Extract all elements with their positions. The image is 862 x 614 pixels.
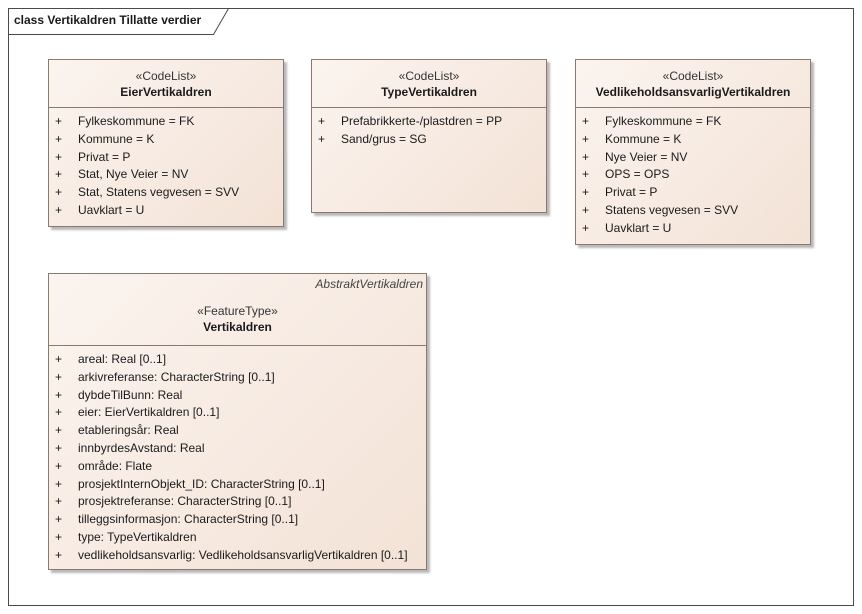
visibility-marker: + xyxy=(55,352,63,366)
attribute-text: Fylkeskommune = FK xyxy=(605,114,722,128)
visibility-marker: + xyxy=(582,202,590,217)
visibility-marker: + xyxy=(55,131,63,146)
visibility-marker: + xyxy=(318,114,326,128)
visibility-marker: + xyxy=(582,167,590,182)
class-attribute[interactable] xyxy=(49,547,426,565)
class-attribute[interactable] xyxy=(312,131,546,149)
attribute-text: tilleggsinformasjon: CharacterString [0..1] xyxy=(78,512,299,527)
attribute-text: OPS = OPS xyxy=(605,167,670,182)
class-header xyxy=(576,60,810,108)
attribute-text: Privat = P xyxy=(605,185,658,200)
class-stereotype: «CodeList» xyxy=(135,69,197,83)
class-attribute[interactable] xyxy=(576,220,810,238)
class-name: VedlikeholdsansvarligVertikaldren xyxy=(595,85,791,99)
class-attributes xyxy=(49,346,426,565)
class-header xyxy=(312,60,546,108)
visibility-marker: + xyxy=(582,185,590,200)
attribute-text: Fylkeskommune = FK xyxy=(78,114,195,128)
attribute-text: Kommune = K xyxy=(78,131,155,146)
attribute-text: areal: Real [0..1] xyxy=(78,352,167,366)
class-eier-vertikaldren[interactable] xyxy=(48,59,284,227)
visibility-marker: + xyxy=(55,369,63,384)
class-attribute[interactable] xyxy=(576,131,810,149)
class-attribute[interactable] xyxy=(49,493,426,511)
attribute-text: Uavklart = U xyxy=(605,220,672,235)
class-attribute[interactable] xyxy=(49,202,283,220)
class-attribute[interactable] xyxy=(49,476,426,494)
class-attribute[interactable] xyxy=(49,113,283,131)
visibility-marker: + xyxy=(55,494,63,509)
attribute-text: Uavklart = U xyxy=(78,202,145,217)
visibility-marker: + xyxy=(55,512,63,527)
attribute-text: Stat, Statens vegvesen = SVV xyxy=(78,185,240,200)
diagram-title: class Vertikaldren Tillatte verdier xyxy=(14,13,202,27)
class-name: TypeVertikaldren xyxy=(381,85,477,99)
visibility-marker: + xyxy=(582,131,590,146)
class-header xyxy=(49,274,426,346)
attribute-text: prosjektInternObjekt_ID: CharacterString [0..1] xyxy=(78,476,325,491)
class-attributes xyxy=(576,108,810,238)
class-attribute[interactable] xyxy=(49,387,426,405)
class-attribute[interactable] xyxy=(49,369,426,387)
visibility-marker: + xyxy=(55,547,63,562)
class-type-vertikaldren[interactable] xyxy=(311,59,547,213)
visibility-marker: + xyxy=(582,114,590,128)
class-attribute[interactable] xyxy=(49,511,426,529)
class-attribute[interactable] xyxy=(49,458,426,476)
class-name: EierVertikaldren xyxy=(120,85,212,99)
class-stereotype: «CodeList» xyxy=(398,69,460,83)
attribute-text: eier: EierVertikaldren [0..1] xyxy=(78,405,220,420)
visibility-marker: + xyxy=(582,149,590,164)
visibility-marker: + xyxy=(55,185,63,200)
class-attributes xyxy=(312,108,546,149)
class-name: Vertikaldren xyxy=(203,320,272,334)
attribute-text: Privat = P xyxy=(78,149,131,164)
visibility-marker: + xyxy=(55,529,63,544)
class-attribute[interactable] xyxy=(49,184,283,202)
class-attribute[interactable] xyxy=(576,113,810,131)
visibility-marker: + xyxy=(582,220,590,235)
class-attribute[interactable] xyxy=(49,529,426,547)
class-attribute[interactable] xyxy=(49,351,426,369)
visibility-marker: + xyxy=(55,458,63,473)
class-attribute[interactable] xyxy=(49,131,283,149)
class-attribute[interactable] xyxy=(576,166,810,184)
class-attribute[interactable] xyxy=(49,440,426,458)
class-stereotype: «FeatureType» xyxy=(197,304,278,318)
attribute-text: dybdeTilBunn: Real xyxy=(78,387,183,402)
attribute-text: område: Flate xyxy=(78,458,153,473)
visibility-marker: + xyxy=(55,387,63,402)
class-attribute[interactable] xyxy=(49,404,426,422)
attribute-text: innbyrdesAvstand: Real xyxy=(78,440,205,455)
visibility-marker: + xyxy=(55,202,63,217)
attribute-text: arkivreferanse: CharacterString [0..1] xyxy=(78,369,275,384)
attribute-text: Stat, Nye Veier = NV xyxy=(78,167,189,182)
class-attribute[interactable] xyxy=(49,166,283,184)
class-attribute[interactable] xyxy=(576,184,810,202)
class-header xyxy=(49,60,283,108)
visibility-marker: + xyxy=(55,167,63,182)
visibility-marker: + xyxy=(55,114,63,128)
class-attribute[interactable] xyxy=(576,202,810,220)
visibility-marker: + xyxy=(55,440,63,455)
class-attributes xyxy=(49,108,283,220)
attribute-text: Kommune = K xyxy=(605,131,682,146)
visibility-marker: + xyxy=(55,405,63,420)
class-attribute[interactable] xyxy=(312,113,546,131)
attribute-text: Nye Veier = NV xyxy=(605,149,688,164)
visibility-marker: + xyxy=(55,476,63,491)
parent-class-label: AbstraktVertikaldren xyxy=(315,277,423,291)
class-vedlikeholdsansvarlig-vertikaldren[interactable] xyxy=(575,59,811,245)
attribute-text: Prefabrikkerte-/plastdren = PP xyxy=(341,114,503,128)
attribute-text: Statens vegvesen = SVV xyxy=(605,202,739,217)
class-stereotype: «CodeList» xyxy=(662,69,724,83)
attribute-text: etableringsår: Real xyxy=(78,423,179,438)
attribute-text: vedlikeholdsansvarlig: VedlikeholdsansvarligVertikaldren [0..1] xyxy=(78,547,408,562)
attribute-text: type: TypeVertikaldren xyxy=(78,529,197,544)
visibility-marker: + xyxy=(55,423,63,438)
class-attribute[interactable] xyxy=(49,149,283,167)
attribute-text: Sand/grus = SG xyxy=(341,131,427,146)
class-attribute[interactable] xyxy=(576,149,810,167)
attribute-text: prosjektreferanse: CharacterString [0..1] xyxy=(78,494,292,509)
class-vertikaldren[interactable] xyxy=(48,273,427,570)
class-attribute[interactable] xyxy=(49,422,426,440)
visibility-marker: + xyxy=(318,131,326,146)
visibility-marker: + xyxy=(55,149,63,164)
